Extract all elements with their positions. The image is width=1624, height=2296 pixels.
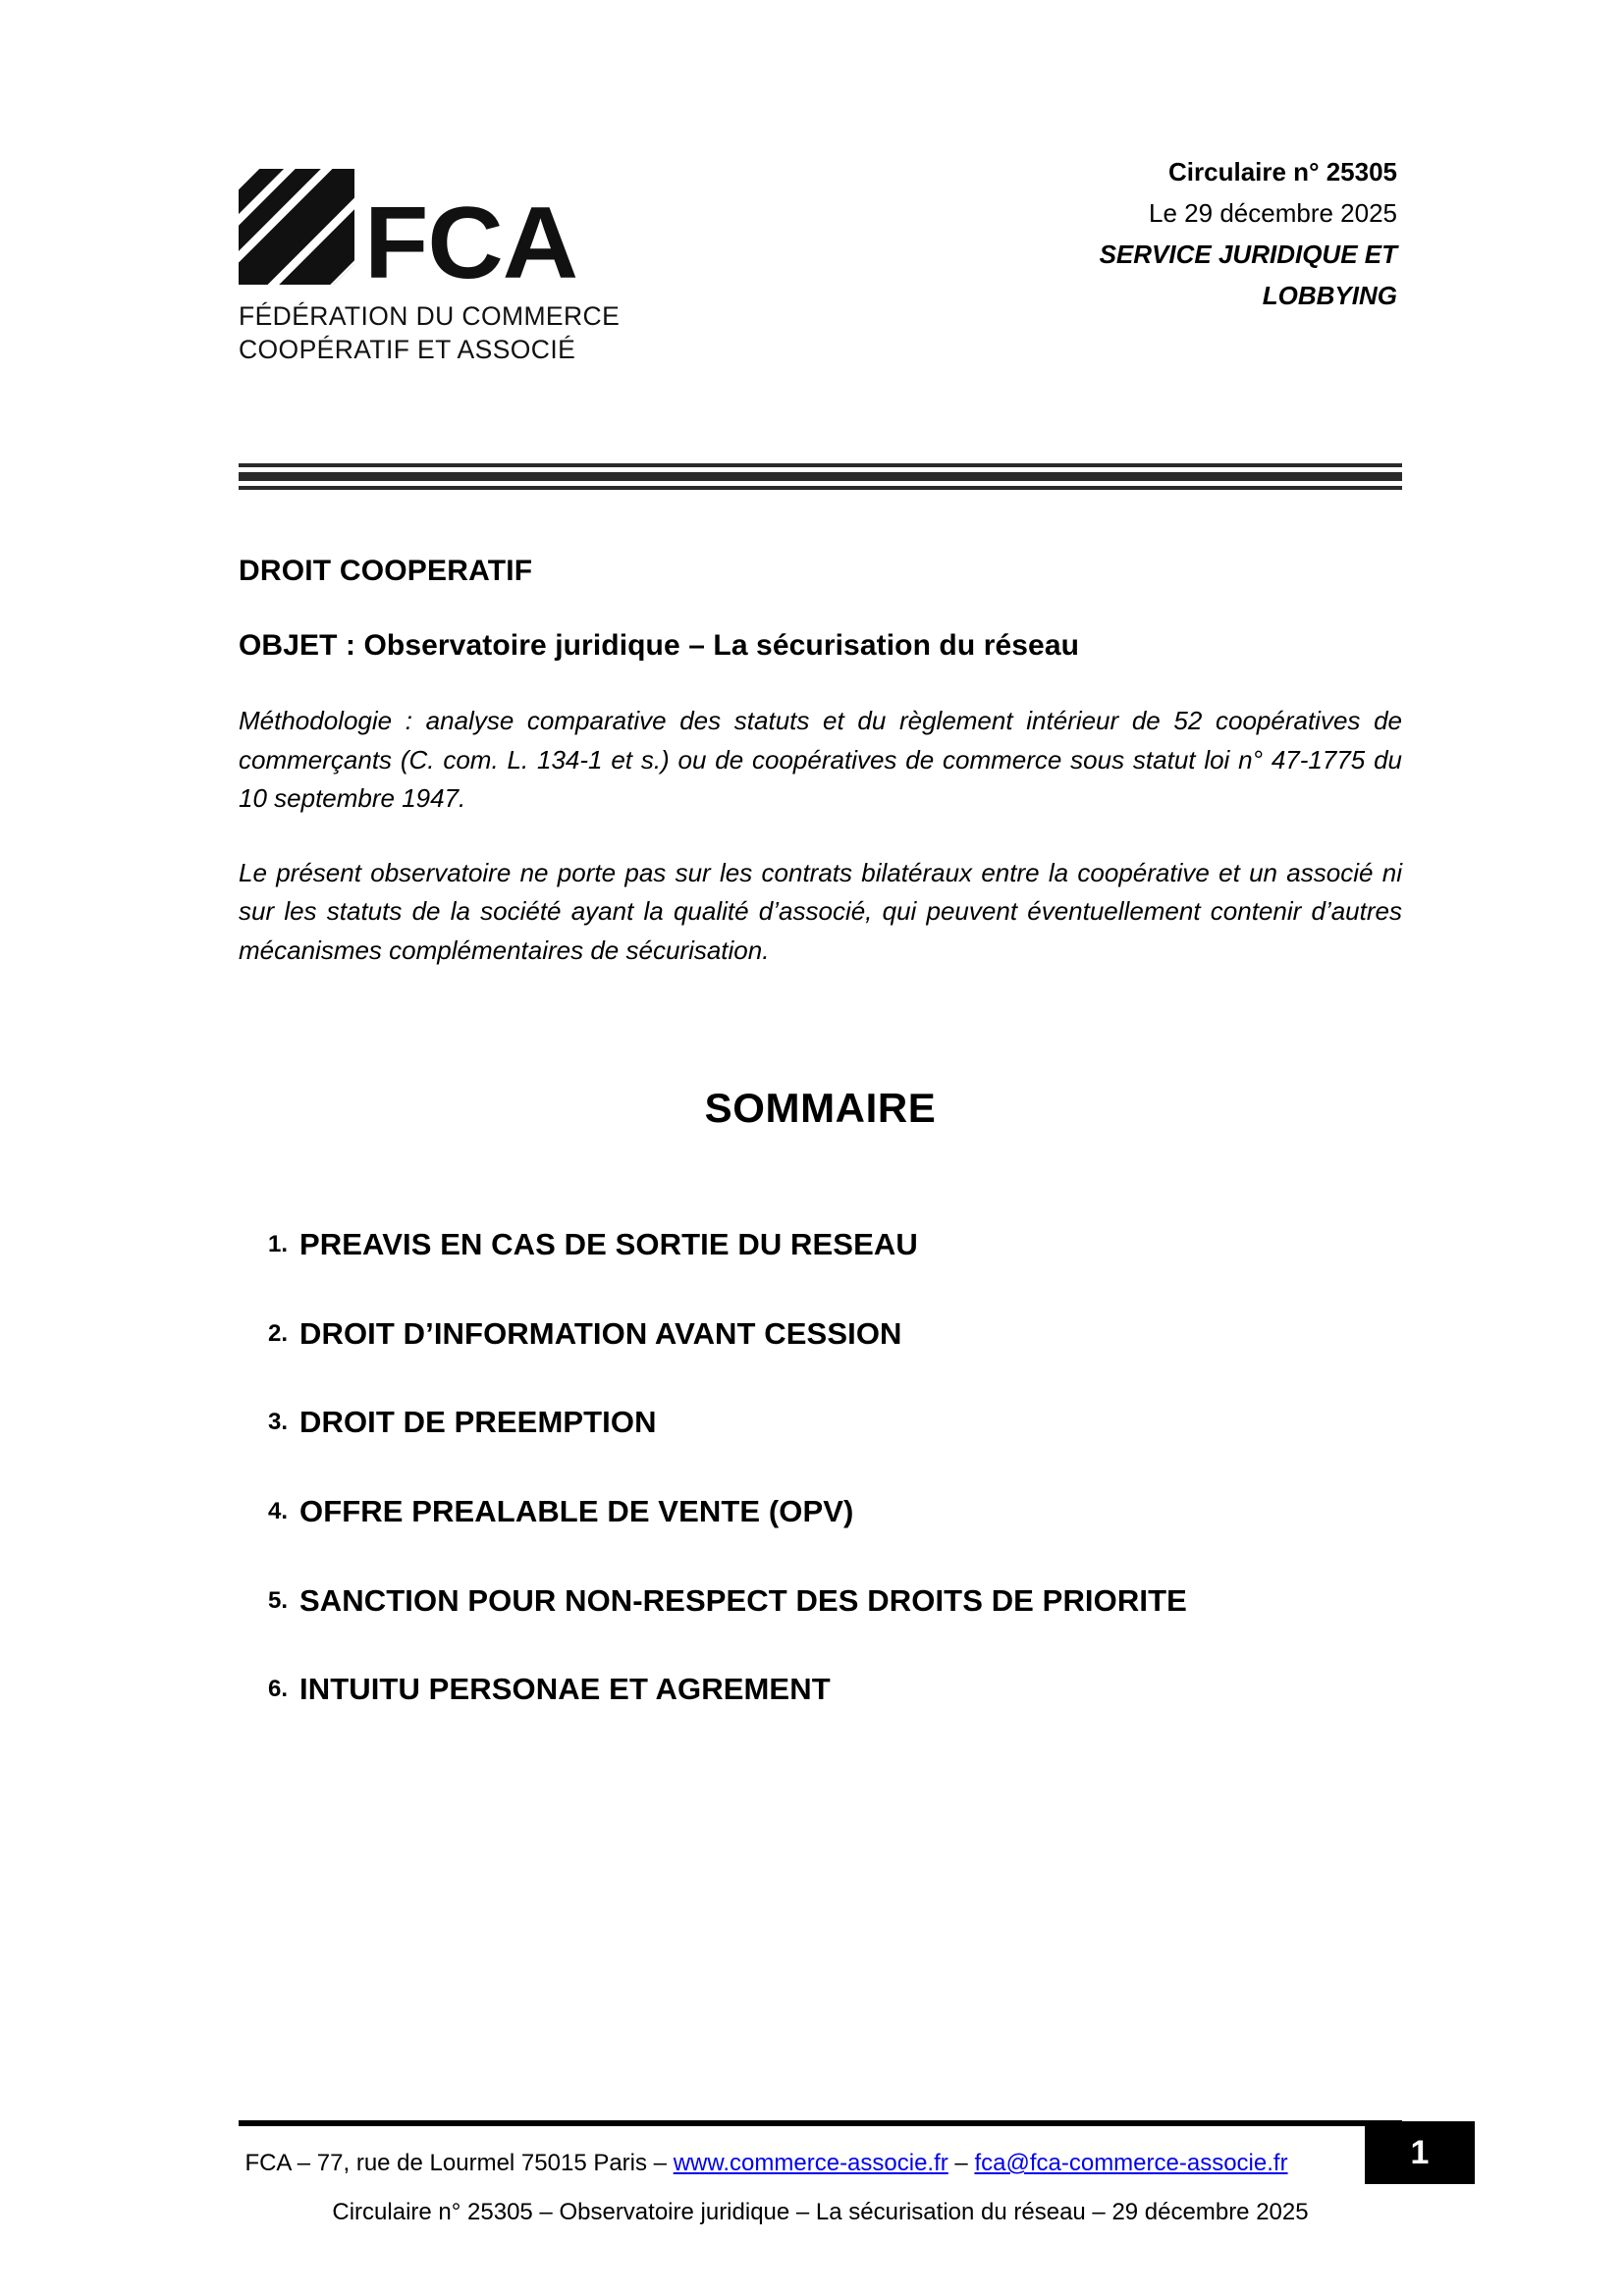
summary-list	[239, 1225, 1402, 1759]
footer-separator: –	[947, 2150, 975, 2176]
footer-reference-line: Circulaire n° 25305 – Observatoire juridique – La sécurisation du réseau – 29 décembre 2025	[332, 2199, 1309, 2225]
list-item[interactable]	[239, 1581, 1402, 1621]
list-item[interactable]	[239, 1403, 1402, 1442]
list-item-label: PREAVIS EN CAS DE SORTIE DU RESEAU	[299, 1227, 918, 1261]
fca-brand-block	[239, 147, 620, 367]
methodology-paragraph: Méthodologie : analyse comparative des statuts et du règlement intérieur de 52 coopératives de commerçants (C. com. L. 134-1 et s.) ou de coopératives de commerce sous statut loi n° 47-1775 du 10 septembre 1947.	[239, 706, 1402, 814]
logo-row	[239, 169, 620, 300]
list-item-number: 6.	[267, 1676, 288, 1703]
fca-diagonal-stripes-mark-icon	[239, 169, 354, 285]
department-line-1: SERVICE JURIDIQUE ET	[1099, 240, 1397, 270]
summary-title: SOMMAIRE	[704, 1085, 937, 1131]
list-item-label: OFFRE PREALABLE DE VENTE (OPV)	[299, 1494, 854, 1529]
footer-email-link[interactable]: fca@fca-commerce-associe.fr	[974, 2150, 1288, 2176]
page-number-badge: 1	[1365, 2121, 1475, 2184]
subject-heading: DROIT COOPERATIF	[239, 555, 533, 587]
list-item-label: INTUITU PERSONAE ET AGREMENT	[299, 1672, 831, 1707]
list-item-number: 5.	[267, 1586, 288, 1614]
list-item[interactable]	[239, 1670, 1402, 1709]
scope-paragraph: Le présent observatoire ne porte pas sur les contrats bilatéraux entre la coopérative et un associé ni sur les statuts de la société ayant la qualité d’associé, qui peuvent éventuellement contenir d’autres mécanismes complémentaires de sécurisation.	[239, 857, 1402, 965]
circular-date: Le 29 décembre 2025	[1149, 198, 1397, 229]
header-meta-block	[975, 147, 1397, 316]
list-item-number: 4.	[267, 1498, 288, 1525]
rule-line-top	[239, 463, 1402, 467]
list-item[interactable]	[239, 1492, 1402, 1531]
fca-tagline	[239, 300, 620, 367]
list-item-number: 1.	[267, 1231, 288, 1257]
rule-line-bottom	[239, 486, 1402, 490]
list-item-label: DROIT D’INFORMATION AVANT CESSION	[299, 1315, 902, 1351]
objet-heading: OBJET : Observatoire juridique – La sécurisation du réseau	[239, 629, 1080, 662]
document-header	[239, 147, 1397, 367]
list-item[interactable]	[239, 1225, 1402, 1264]
footer-separator-rule	[239, 2120, 1402, 2126]
fca-wordmark: FCA	[364, 186, 578, 300]
list-item-label: SANCTION POUR NON-RESPECT DES DROITS DE PRIORITE	[299, 1582, 1187, 1618]
fca-tagline-line-2: COOPÉRATIF ET ASSOCIÉ	[239, 334, 576, 364]
list-item-number: 3.	[267, 1409, 288, 1436]
list-item-label: DROIT DE PREEMPTION	[299, 1405, 657, 1440]
footer-address: FCA – 77, rue de Lourmel 75015 Paris –	[244, 2150, 674, 2176]
footer-website-link[interactable]: www.commerce-associe.fr	[673, 2150, 948, 2176]
header-separator-rule	[239, 463, 1402, 490]
footer-contact-line	[239, 2146, 1402, 2181]
list-item-number: 2.	[267, 1319, 288, 1347]
document-body	[239, 555, 1402, 1005]
list-item[interactable]	[239, 1314, 1402, 1354]
rule-line-middle	[239, 472, 1402, 481]
fca-tagline-line-1: FÉDÉRATION DU COMMERCE	[239, 301, 621, 331]
document-footer	[239, 2120, 1402, 2230]
department-line-2: LOBBYING	[1262, 281, 1397, 311]
circular-number: Circulaire n° 25305	[1168, 157, 1397, 187]
